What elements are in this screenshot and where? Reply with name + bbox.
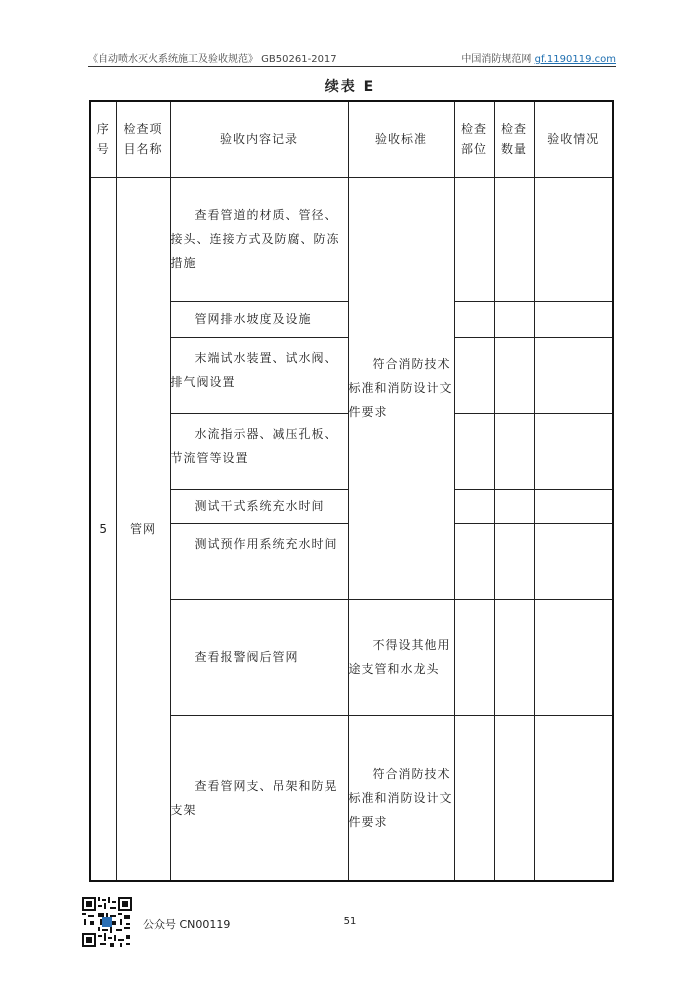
footer-account: 公众号 CN00119 (143, 918, 231, 931)
qty-cell (494, 715, 534, 881)
standard-text: 符合消防技术标准和消防设计文件要求 (348, 766, 453, 829)
table-row (90, 177, 613, 301)
content-cell (170, 337, 348, 413)
part-cell (454, 523, 494, 599)
content-text: 查看报警阀后管网 (194, 650, 299, 664)
qty-cell (494, 599, 534, 715)
part-cell (454, 413, 494, 489)
content-text: 管网排水坡度及设施 (194, 312, 312, 326)
qty-cell (494, 413, 534, 489)
part-cell (454, 715, 494, 881)
page-number: 51 (343, 916, 357, 927)
header-standard: 验收标准 (348, 101, 454, 177)
content-cell (170, 489, 348, 523)
qty-cell (494, 489, 534, 523)
part-cell (454, 337, 494, 413)
content-cell (170, 413, 348, 489)
standard-cell (348, 177, 454, 599)
header-right (461, 50, 616, 65)
content-text: 末端试水装置、试水阀、排气阀设置 (170, 350, 338, 389)
result-cell (534, 523, 613, 599)
content-text: 测试干式系统充水时间 (194, 499, 325, 513)
content-cell (170, 599, 348, 715)
header-divider (88, 66, 616, 67)
content-text: 测试预作用系统充水时间 (194, 536, 338, 551)
qty-cell (494, 177, 534, 301)
header-result: 验收情况 (534, 101, 613, 177)
header-left-title: 《自动喷水灭火系统施工及验收规范》 GB50261-2017 (88, 54, 337, 65)
header-item: 检查项目名称 (116, 101, 170, 177)
standard-text: 符合消防技术标准和消防设计文件要求 (348, 357, 453, 419)
content-text: 查看管网支、吊架和防晃支架 (170, 778, 338, 817)
part-cell (454, 489, 494, 523)
part-cell (454, 599, 494, 715)
result-cell (534, 489, 613, 523)
header-content: 验收内容记录 (170, 101, 348, 177)
part-cell (454, 301, 494, 337)
qty-cell (494, 301, 534, 337)
result-cell (534, 599, 613, 715)
result-cell (534, 177, 613, 301)
part-cell (454, 177, 494, 301)
acceptance-table (89, 100, 614, 882)
header-part: 检查部位 (454, 101, 494, 177)
qty-cell (494, 337, 534, 413)
result-cell (534, 337, 613, 413)
content-cell (170, 523, 348, 599)
row-item-name: 管网 (116, 177, 170, 881)
row-no: 5 (90, 177, 116, 881)
standard-cell (348, 715, 454, 881)
standard-text: 不得设其他用途支管和水龙头 (348, 638, 451, 676)
header-site-link[interactable]: gf.1190119.com (534, 54, 616, 65)
header-site-name: 中国消防规范网 (461, 54, 535, 65)
content-text: 水流指示器、减压孔板、节流管等设置 (170, 426, 338, 465)
content-cell (170, 177, 348, 301)
content-cell (170, 715, 348, 881)
result-cell (534, 413, 613, 489)
content-text: 查看管道的材质、管径、接头、连接方式及防腐、防冻措施 (170, 208, 340, 270)
header-no: 序号 (90, 101, 116, 177)
result-cell (534, 301, 613, 337)
header-row (90, 101, 613, 177)
qty-cell (494, 523, 534, 599)
header-qty: 检查数量 (494, 101, 534, 177)
content-cell (170, 301, 348, 337)
table-title: 续表 E (324, 79, 376, 95)
result-cell (534, 715, 613, 881)
standard-cell (348, 599, 454, 715)
